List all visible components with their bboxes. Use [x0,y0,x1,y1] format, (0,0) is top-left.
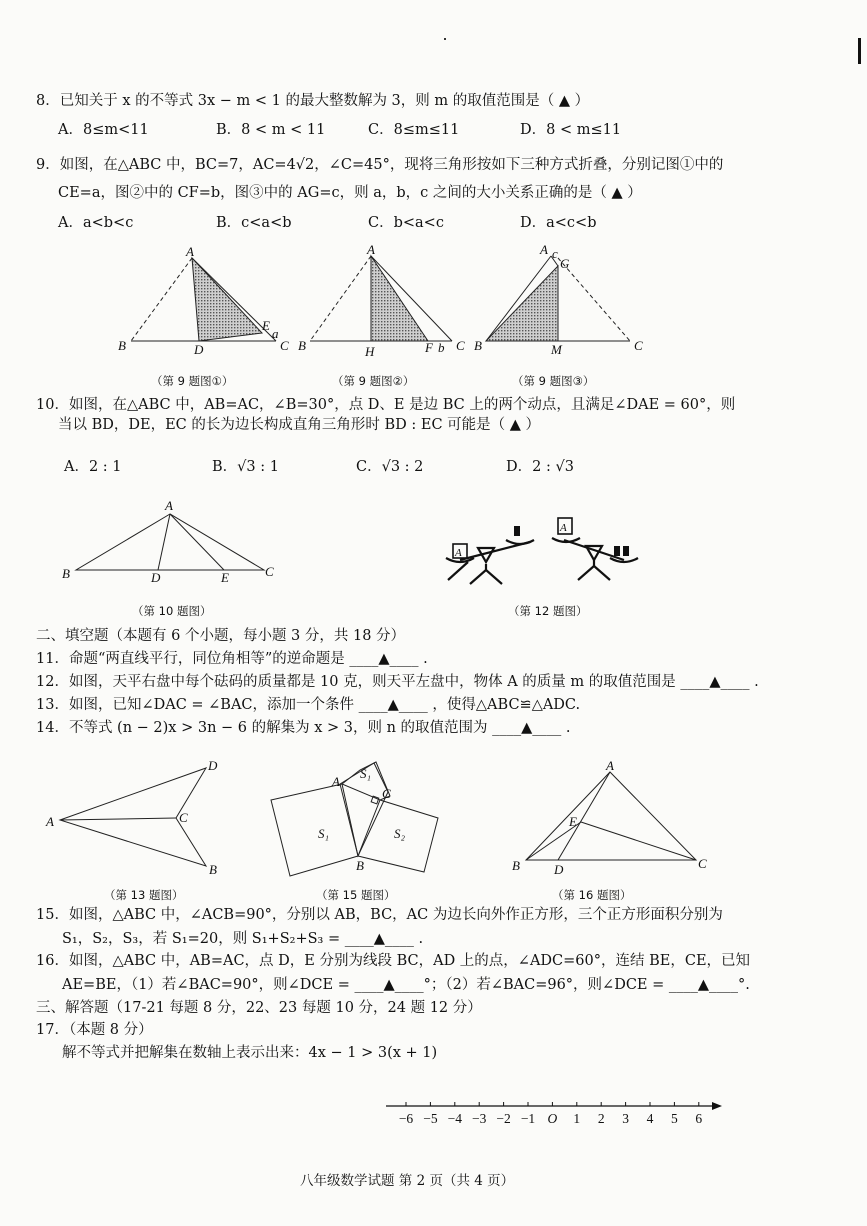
q8-option-d: D．8 < m≤11 [520,122,622,138]
q8-stem: 8．已知关于 x 的不等式 3x − m < 1 的最大整数解为 3，则 m 的取值范围是（ ▲ ） [36,93,590,109]
caption-12: （第 12 题图） [508,604,588,618]
fig9b-label-H: H [365,344,375,359]
fig9b-label-A: A [367,242,375,257]
q10-option-b: B．√3 : 1 [212,459,279,475]
fig9c-label-A: A [540,242,548,257]
fig9b-label-C: C [456,338,465,353]
fig10-label-B: B [62,566,70,581]
numberline-label: −1 [520,1111,536,1126]
fig13-label-C: C [179,810,188,825]
fig16-label-E: E [569,814,577,829]
fig10-label-A: A [165,498,173,513]
q16-line2: AE=BE，（1）若∠BAC=90°，则∠DCE = ____▲____°；（2）若∠BAC=96°，则∠DCE = ____▲____°. [62,977,750,993]
caption-9-3: （第 9 题图③） [512,374,595,388]
fig9c-label-G: G [560,256,570,271]
q9-option-c: C．b<a<c [368,215,444,231]
numberline-label: −5 [423,1111,438,1126]
fig9a-label-B: B [118,338,126,353]
fig9a-label-C: C [280,338,289,353]
fig16-label-B: B [512,858,520,873]
fig9a-label-A: A [186,244,194,259]
q9-option-d: D．a<c<b [520,215,597,231]
numberline-label: 2 [597,1111,605,1126]
fig10-label-C: C [265,564,274,579]
fig9a-label-D: D [194,342,204,357]
q8-option-c: C．8≤m≤11 [368,122,460,138]
fig15-label-S2: S₂ [394,826,406,841]
numberline-label: 1 [573,1111,581,1126]
fig9c-label-c: c [552,246,558,261]
fig9c-label-C: C [634,338,643,353]
fig16-label-D: D [554,862,564,877]
fig15-label-S1-top: S₁ [360,766,372,781]
q10-option-c: C．√3 : 2 [356,459,424,475]
fig15-label-B: B [356,858,364,873]
caption-10: （第 10 题图） [132,604,212,618]
fig9c-label-B: B [474,338,482,353]
numberline-label: −6 [398,1111,414,1126]
q11-text: 11．命题“两直线平行，同位角相等”的逆命题是 ____▲____ . [36,651,428,667]
q9-option-b: B．c<a<b [216,215,292,231]
q13-text: 13．如图，已知∠DAC = ∠BAC，添加一个条件 ____▲____ ，使得△ABC≌△ADC. [36,697,581,713]
section2-heading: 二、填空题（本题有 6 个小题，每小题 3 分，共 18 分） [36,628,406,644]
fig15-label-A: A [332,774,340,789]
fig13-label-D: D [208,758,218,773]
fig13-label-A: A [46,814,54,829]
fig16-label-A: A [606,758,614,773]
q10-line1: 10．如图，在△ABC 中，AB=AC，∠B=30°，点 D、E 是边 BC 上的两个动点，且满足∠DAE = 60°，则 [36,397,736,413]
q8-option-b: B．8 < m < 11 [216,122,326,138]
fig9b-label-F: F [425,340,433,355]
q10-option-d: D．2 : √3 [506,459,574,475]
q15-line1: 15．如图，△ABC 中，∠ACB=90°，分别以 AB，BC，AC 为边长向外作正方形，三个正方形面积分别为 [36,907,723,923]
q17-title: 17．（本题 8 分） [36,1022,153,1038]
q10-option-a: A．2 : 1 [64,459,122,475]
numberline-label: 4 [646,1111,654,1126]
fig9c-label-M: M [551,342,562,357]
q8-option-a: A．8≤m<11 [58,122,149,138]
fig12-label-A-left: A [455,547,462,559]
q17-text: 解不等式并把解集在数轴上表示出来：4x − 1 > 3(x + 1) [62,1045,438,1061]
q9-line1: 9．如图，在△ABC 中，BC=7，AC=4√2，∠C=45°，现将三角形按如下三种方式折叠，分别记图①中的 [36,157,724,173]
page-footer: 八年级数学试题 第 2 页（共 4 页） [300,1173,515,1189]
fig16-label-C: C [698,856,707,871]
numberline-label: 5 [671,1111,678,1126]
fig15-label-C: C [382,786,391,801]
fig9b-label-B: B [298,338,306,353]
caption-13: （第 13 题图） [104,888,184,902]
fig13-label-B: B [209,862,217,877]
fig12-label-A-right: A [560,522,567,534]
fig9a-label-E: E [262,318,270,333]
q16-line1: 16．如图，△ABC 中，AB=AC，点 D，E 分别为线段 BC，AD 上的点，∠ADC=60°，连结 BE，CE，已知 [36,953,751,969]
fig9a-label-a: a [272,326,279,341]
numberline-label: −2 [496,1111,511,1126]
numberline-label: 6 [695,1111,703,1126]
fig10-label-D: D [151,570,161,585]
q10-line2: 当以 BD，DE，EC 的长为边长构成直角三角形时 BD : EC 可能是（ ▲ ） [58,417,541,433]
fig9b-label-b: b [438,340,445,355]
caption-15: （第 15 题图） [316,888,396,902]
caption-9-2: （第 9 题图②） [332,374,415,388]
numberline-label: −4 [447,1111,462,1126]
numberline-label: −3 [472,1111,487,1126]
caption-9-1: （第 9 题图①） [151,374,234,388]
q15-line2: S₁，S₂，S₃，若 S₁=20，则 S₁+S₂+S₃ = ____▲____ . [62,931,424,947]
q9-line2: CE=a，图②中的 CF=b，图③中的 AG=c，则 a，b，c 之间的大小关系正确的是（ ▲ ） [58,185,642,201]
fig15-label-S1: S₁ [318,826,330,841]
caption-16: （第 16 题图） [552,888,632,902]
q9-option-a: A．a<b<c [58,215,134,231]
q14-text: 14．不等式 (n − 2)x > 3n − 6 的解集为 x > 3，则 n 的取值范围为 ____▲____ . [36,720,571,736]
numberline-label: O [547,1111,558,1126]
numberline-label: 3 [622,1111,629,1126]
q12-text: 12．如图，天平右盘中每个砝码的质量都是 10 克，则天平左盘中，物体 A 的质量 m 的取值范围是 ____▲____ . [36,674,759,690]
section3-heading: 三、解答题（17-21 每题 8 分，22、23 每题 10 分，24 题 12 分） [36,1000,482,1016]
fig10-label-E: E [221,570,229,585]
